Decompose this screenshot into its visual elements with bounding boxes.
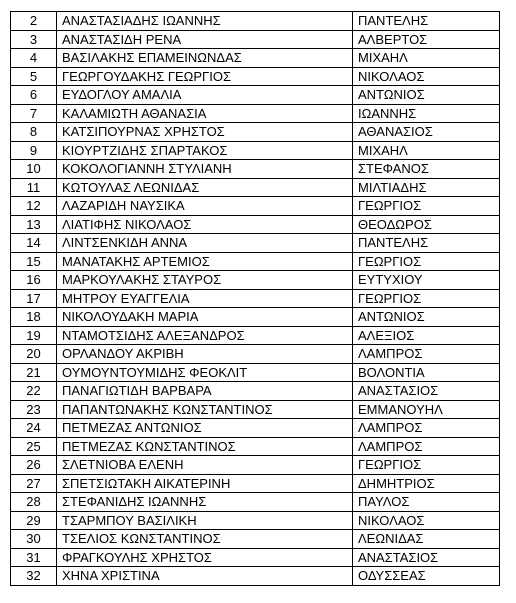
table-row — [11, 67, 500, 86]
full-name-cell: ΜΑΝΑΤΑΚΗΣ ΑΡΤΕΜΙΟΣ — [57, 252, 353, 271]
row-number-cell: 17 — [11, 289, 57, 308]
full-name-cell: ΛΑΖΑΡΙΔΗ ΝΑΥΣΙΚΑ — [57, 197, 353, 216]
full-name-cell: ΚΑΤΣΙΠΟΥΡΝΑΣ ΧΡΗΣΤΟΣ — [57, 123, 353, 142]
father-name-cell: ΝΙΚΟΛΑΟΣ — [353, 67, 500, 86]
table-row — [11, 493, 500, 512]
row-number-cell: 25 — [11, 437, 57, 456]
table-row — [11, 419, 500, 438]
father-name-cell: ΓΕΩΡΓΙΟΣ — [353, 456, 500, 475]
table-row — [11, 271, 500, 290]
row-number-cell: 13 — [11, 215, 57, 234]
father-name-cell: ΑΛΒΕΡΤΟΣ — [353, 30, 500, 49]
father-name-cell: ΑΘΑΝΑΣΙΟΣ — [353, 123, 500, 142]
table-row — [11, 123, 500, 142]
row-number-cell: 26 — [11, 456, 57, 475]
father-name-cell: ΒΟΛΟΝΤΙΑ — [353, 363, 500, 382]
table-row — [11, 234, 500, 253]
table-row — [11, 400, 500, 419]
father-name-cell: ΕΥΤΥΧΙΟΥ — [353, 271, 500, 290]
table-row — [11, 567, 500, 586]
full-name-cell: ΜΑΡΚΟΥΛΑΚΗΣ ΣΤΑΥΡΟΣ — [57, 271, 353, 290]
row-number-cell: 4 — [11, 49, 57, 68]
row-number-cell: 21 — [11, 363, 57, 382]
row-number-cell: 29 — [11, 511, 57, 530]
father-name-cell: ΙΩΑΝΝΗΣ — [353, 104, 500, 123]
table-row — [11, 141, 500, 160]
row-number-cell: 9 — [11, 141, 57, 160]
full-name-cell: ΜΗΤΡΟΥ ΕΥΑΓΓΕΛΙΑ — [57, 289, 353, 308]
father-name-cell: ΛΑΜΠΡΟΣ — [353, 437, 500, 456]
table-row — [11, 104, 500, 123]
table-row — [11, 178, 500, 197]
row-number-cell: 7 — [11, 104, 57, 123]
roster-table-body — [11, 12, 500, 586]
father-name-cell: ΛΕΩΝΙΔΑΣ — [353, 530, 500, 549]
full-name-cell: ΠΕΤΜΕΖΑΣ ΑΝΤΩΝΙΟΣ — [57, 419, 353, 438]
father-name-cell: ΠΑΝΤΕΛΗΣ — [353, 234, 500, 253]
table-row — [11, 86, 500, 105]
full-name-cell: ΠΑΝΑΓΙΩΤΙΔΗ ΒΑΡΒΑΡΑ — [57, 382, 353, 401]
table-row — [11, 308, 500, 327]
full-name-cell: ΝΙΚΟΛΟΥΔΑΚΗ ΜΑΡΙΑ — [57, 308, 353, 327]
full-name-cell: ΤΣΑΡΜΠΟΥ ΒΑΣΙΛΙΚΗ — [57, 511, 353, 530]
table-row — [11, 326, 500, 345]
row-number-cell: 24 — [11, 419, 57, 438]
father-name-cell: ΣΤΕΦΑΝΟΣ — [353, 160, 500, 179]
row-number-cell: 19 — [11, 326, 57, 345]
row-number-cell: 16 — [11, 271, 57, 290]
table-row — [11, 215, 500, 234]
father-name-cell: ΑΝΑΣΤΑΣΙΟΣ — [353, 548, 500, 567]
father-name-cell: ΜΙΧΑΗΛ — [353, 49, 500, 68]
row-number-cell: 23 — [11, 400, 57, 419]
father-name-cell: ΝΙΚΟΛΑΟΣ — [353, 511, 500, 530]
table-row — [11, 511, 500, 530]
full-name-cell: ΟΥΜΟΥΝΤΟΥΜΙΔΗΣ ΦΕΟΚΛΙΤ — [57, 363, 353, 382]
row-number-cell: 18 — [11, 308, 57, 327]
table-row — [11, 345, 500, 364]
table-row — [11, 456, 500, 475]
father-name-cell: ΓΕΩΡΓΙΟΣ — [353, 252, 500, 271]
full-name-cell: ΝΤΑΜΟΤΣΙΔΗΣ ΑΛΕΞΑΝΔΡΟΣ — [57, 326, 353, 345]
table-row — [11, 12, 500, 31]
row-number-cell: 8 — [11, 123, 57, 142]
full-name-cell: ΛΙΝΤΣΕΝΚΙΔΗ ΑΝΝΑ — [57, 234, 353, 253]
row-number-cell: 12 — [11, 197, 57, 216]
table-row — [11, 197, 500, 216]
row-number-cell: 32 — [11, 567, 57, 586]
roster-table — [10, 11, 500, 586]
row-number-cell: 10 — [11, 160, 57, 179]
full-name-cell: ΤΣΕΛΙΟΣ ΚΩΝΣΤΑΝΤΙΝΟΣ — [57, 530, 353, 549]
full-name-cell: ΠΑΠΑΝΤΩΝΑΚΗΣ ΚΩΝΣΤΑΝΤΙΝΟΣ — [57, 400, 353, 419]
father-name-cell: ΠΑΥΛΟΣ — [353, 493, 500, 512]
table-row — [11, 289, 500, 308]
table-row — [11, 363, 500, 382]
table-row — [11, 474, 500, 493]
full-name-cell: ΣΠΕΤΣΙΩΤΑΚΗ ΑΙΚΑΤΕΡΙΝΗ — [57, 474, 353, 493]
father-name-cell: ΑΝΤΩΝΙΟΣ — [353, 86, 500, 105]
row-number-cell: 14 — [11, 234, 57, 253]
table-row — [11, 530, 500, 549]
father-name-cell: ΕΜΜΑΝΟΥΗΛ — [353, 400, 500, 419]
full-name-cell: ΚΑΛΑΜΙΩΤΗ ΑΘΑΝΑΣΙΑ — [57, 104, 353, 123]
father-name-cell: ΛΑΜΠΡΟΣ — [353, 345, 500, 364]
father-name-cell: ΛΑΜΠΡΟΣ — [353, 419, 500, 438]
row-number-cell: 6 — [11, 86, 57, 105]
father-name-cell: ΑΝΤΩΝΙΟΣ — [353, 308, 500, 327]
table-row — [11, 548, 500, 567]
full-name-cell: ΚΩΤΟΥΛΑΣ ΛΕΩΝΙΔΑΣ — [57, 178, 353, 197]
row-number-cell: 27 — [11, 474, 57, 493]
father-name-cell: ΠΑΝΤΕΛΗΣ — [353, 12, 500, 31]
full-name-cell: ΚΟΚΟΛΟΓΙΑΝΝΗ ΣΤΥΛΙΑΝΗ — [57, 160, 353, 179]
row-number-cell: 31 — [11, 548, 57, 567]
father-name-cell: ΓΕΩΡΓΙΟΣ — [353, 289, 500, 308]
row-number-cell: 30 — [11, 530, 57, 549]
row-number-cell: 15 — [11, 252, 57, 271]
father-name-cell: ΜΙΧΑΗΛ — [353, 141, 500, 160]
table-row — [11, 252, 500, 271]
full-name-cell: ΕΥΔΟΓΛΟΥ ΑΜΑΛΙΑ — [57, 86, 353, 105]
full-name-cell: ΦΡΑΓΚΟΥΛΗΣ ΧΡΗΣΤΟΣ — [57, 548, 353, 567]
father-name-cell: ΔΗΜΗΤΡΙΟΣ — [353, 474, 500, 493]
full-name-cell: ΛΙΑΤΙΦΗΣ ΝΙΚΟΛΑΟΣ — [57, 215, 353, 234]
full-name-cell: ΠΕΤΜΕΖΑΣ ΚΩΝΣΤΑΝΤΙΝΟΣ — [57, 437, 353, 456]
table-row — [11, 437, 500, 456]
table-row — [11, 49, 500, 68]
full-name-cell: ΑΝΑΣΤΑΣΙΔΗ ΡΕΝΑ — [57, 30, 353, 49]
full-name-cell: ΚΙΟΥΡΤΖΙΔΗΣ ΣΠΑΡΤΑΚΟΣ — [57, 141, 353, 160]
full-name-cell: ΒΑΣΙΛΑΚΗΣ ΕΠΑΜΕΙΝΩΝΔΑΣ — [57, 49, 353, 68]
row-number-cell: 2 — [11, 12, 57, 31]
table-row — [11, 160, 500, 179]
row-number-cell: 20 — [11, 345, 57, 364]
row-number-cell: 3 — [11, 30, 57, 49]
full-name-cell: ΣΛΕΤΝΙΟΒΑ ΕΛΕΝΗ — [57, 456, 353, 475]
father-name-cell: ΑΛΕΞΙΟΣ — [353, 326, 500, 345]
row-number-cell: 11 — [11, 178, 57, 197]
row-number-cell: 28 — [11, 493, 57, 512]
table-row — [11, 382, 500, 401]
father-name-cell: ΓΕΩΡΓΙΟΣ — [353, 197, 500, 216]
row-number-cell: 22 — [11, 382, 57, 401]
full-name-cell: ΓΕΩΡΓΟΥΔΑΚΗΣ ΓΕΩΡΓΙΟΣ — [57, 67, 353, 86]
full-name-cell: ΟΡΛΑΝΔΟΥ ΑΚΡΙΒΗ — [57, 345, 353, 364]
table-row — [11, 30, 500, 49]
row-number-cell: 5 — [11, 67, 57, 86]
full-name-cell: ΑΝΑΣΤΑΣΙΑΔΗΣ ΙΩΑΝΝΗΣ — [57, 12, 353, 31]
father-name-cell: ΑΝΑΣΤΑΣΙΟΣ — [353, 382, 500, 401]
full-name-cell: ΣΤΕΦΑΝΙΔΗΣ ΙΩΑΝΝΗΣ — [57, 493, 353, 512]
father-name-cell: ΟΔΥΣΣΕΑΣ — [353, 567, 500, 586]
father-name-cell: ΘΕΟΔΩΡΟΣ — [353, 215, 500, 234]
father-name-cell: ΜΙΛΤΙΑΔΗΣ — [353, 178, 500, 197]
full-name-cell: ΧΗΝΑ ΧΡΙΣΤΙΝΑ — [57, 567, 353, 586]
